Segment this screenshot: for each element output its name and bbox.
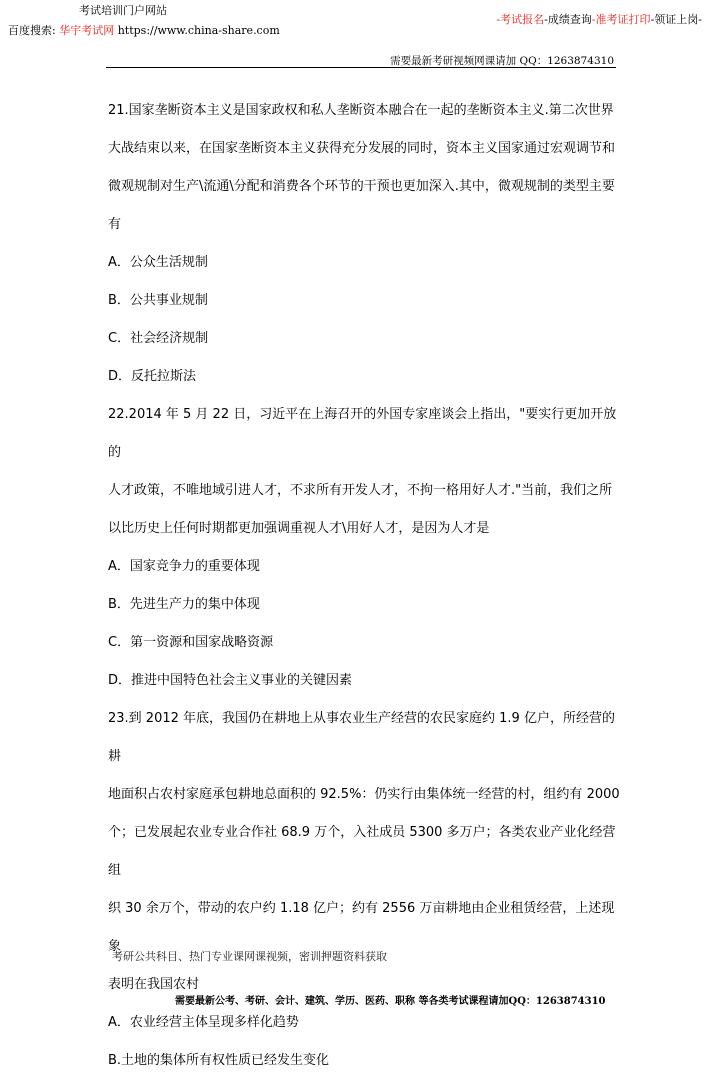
header-links xyxy=(496,11,702,27)
text-line: 人才政策，不唯地域引进人才，不求所有开发人才，不拘一格用好人才."当前，我们之所 xyxy=(108,483,613,498)
text-line: 表明在我国农村 xyxy=(108,977,200,992)
option-line: A．农业经营主体呈现多样化趋势 xyxy=(108,1015,299,1030)
text-line: 个；已发展起农业专业合作社 68.9 万个，入社成员 5300 多万户；各类农业产业化经营组 xyxy=(108,825,616,878)
option-line: B．先进生产力的集中体现 xyxy=(108,597,260,612)
link-admission-print[interactable]: -准考证打印 xyxy=(591,13,651,26)
document-body xyxy=(108,92,620,1080)
text-line: 微观规制对生产\流通\分配和消费各个环节的干预也更加深入.其中，微观规制的类型主要 xyxy=(108,179,615,194)
text-line: 以比历史上任何时期都更加强调重视人才\用好人才，是因为人才是 xyxy=(108,521,490,536)
search-brand[interactable]: 华宇考试网 xyxy=(59,24,115,37)
qq-notice: 需要最新考研视频网课请加 QQ：1263874310 xyxy=(390,55,614,67)
search-hint xyxy=(8,22,280,38)
link-certificate[interactable]: -领证上岗- xyxy=(650,13,702,26)
header-divider xyxy=(106,67,616,68)
option-line: C．第一资源和国家战略资源 xyxy=(108,635,274,650)
text-line: 有 xyxy=(108,217,122,232)
footer-note: 考研公共科目、热门专业课网课视频，密训押题资料获取 xyxy=(112,950,387,963)
text-line: 21.国家垄断资本主义是国家政权和私人垄断资本融合在一起的垄断资本主义.第二次世界 xyxy=(108,103,614,118)
option-line: C．社会经济规制 xyxy=(108,331,209,346)
option-line: B.土地的集体所有权性质已经发生变化 xyxy=(108,1053,330,1068)
link-score-query[interactable]: -成绩查询 xyxy=(544,13,592,26)
option-line: D．反托拉斯法 xyxy=(108,369,197,384)
search-prefix: 百度搜索: xyxy=(8,24,56,37)
text-line: 大战结束以来，在国家垄断资本主义获得充分发展的同时，资本主义国家通过宏观调节和 xyxy=(108,141,616,156)
option-line: B．公共事业规制 xyxy=(108,293,208,308)
option-line: A．国家竞争力的重要体现 xyxy=(108,559,260,574)
text-line: 23.到 2012 年底，我国仍在耕地上从事农业生产经营的农民家庭约 1.9 亿户，所经营的耕 xyxy=(108,711,615,764)
text-line: 地面积占农村家庭承包耕地总面积的 92.5%：仍实行由集体统一经营的村，组约有 2000 xyxy=(108,787,620,802)
link-exam-signup[interactable]: -考试报名 xyxy=(496,13,545,26)
text-line: 22.2014 年 5 月 22 日，习近平在上海召开的外国专家座谈会上指出，"要实行更加开放的 xyxy=(108,407,617,460)
site-title: 考试培训门户网站 xyxy=(79,4,167,17)
footer-contact: 需要最新公考、考研、会计、建筑、学历、医药、职称 等各类考试课程请加QQ：1263874310 xyxy=(175,996,606,1007)
option-line: A．公众生活规制 xyxy=(108,255,208,270)
search-url[interactable]: https://www.china-share.com xyxy=(117,24,280,37)
text-line: 织 30 余万个，带动的农户约 1.18 亿户；约有 2556 万亩耕地由企业租赁经营，上述现象 xyxy=(108,901,615,954)
option-line: D．推进中国特色社会主义事业的关键因素 xyxy=(108,673,353,688)
